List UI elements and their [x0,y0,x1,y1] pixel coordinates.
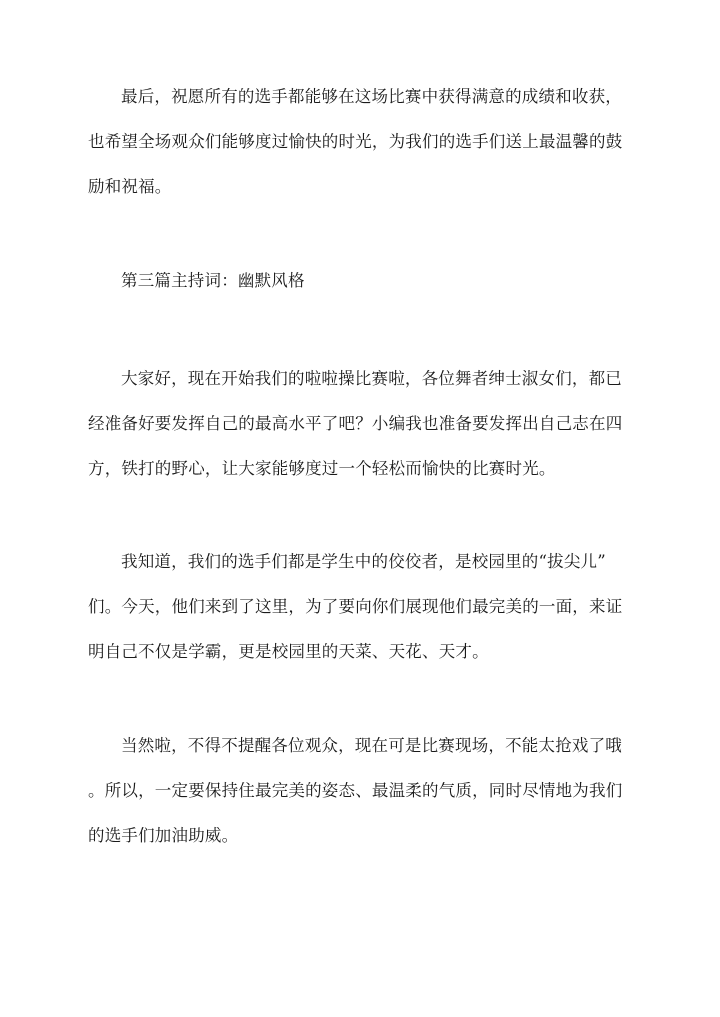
paragraph-2-line-2: 们。今天，他们来到了这里，为了要向你们展现他们最完美的一面，来证 [88,597,623,616]
paragraph-1-line-1: 大家好，现在开始我们的啦啦操比赛啦，各位舞者绅士淑女们，都已 [121,369,622,388]
closing-line-1: 最后，祝愿所有的选手都能够在这场比赛中获得满意的成绩和收获， [121,87,622,106]
paragraph-3-line-3: 的选手们加油助威。 [88,826,239,845]
paragraph-1-line-3: 方，铁打的野心，让大家能够度过一个轻松而愉快的比赛时光。 [88,459,556,478]
paragraph-2-line-3: 明自己不仅是学霸，更是校园里的天菜、天花、天才。 [88,642,489,661]
closing-line-2: 也希望全场观众们能够度过愉快的时光，为我们的选手们送上最温馨的鼓 [88,132,623,151]
paragraph-1-line-2: 经准备好要发挥自己的最高水平了吧？小编我也准备要发挥出自己志在四 [88,414,623,433]
paragraph-2-line-1: 我知道，我们的选手们都是学生中的佼佼者，是校园里的“拔尖儿” [121,552,606,571]
section-heading: 第三篇主持词：幽默风格 [121,271,305,290]
paragraph-3-line-1: 当然啦，不得不提醒各位观众，现在可是比赛现场，不能太抢戏了哦 [121,736,622,755]
paragraph-3-line-2: 。所以，一定要保持住最完美的姿态、最温柔的气质，同时尽情地为我们 [88,781,623,800]
closing-line-3: 励和祝福。 [88,177,172,196]
